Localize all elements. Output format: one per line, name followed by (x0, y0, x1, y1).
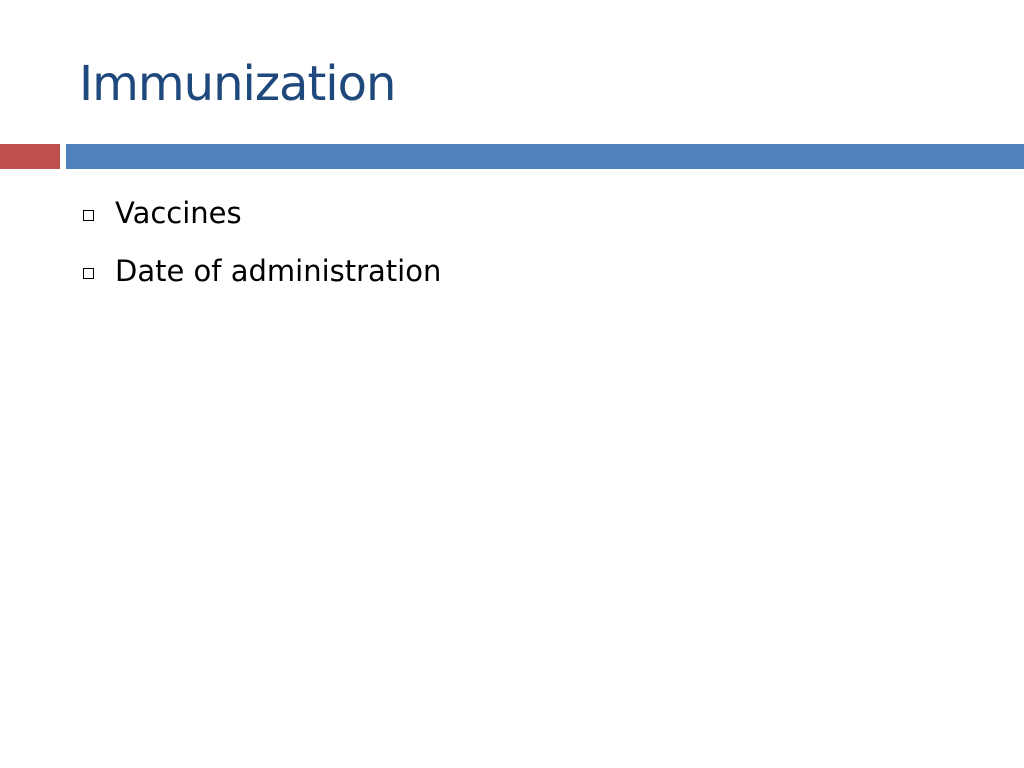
list-item (83, 192, 441, 234)
accent-bar-red (0, 144, 60, 169)
bullet-text: Date of administration (115, 254, 442, 288)
bullet-list (83, 192, 441, 308)
list-item (83, 250, 441, 292)
accent-bar-blue (66, 144, 1024, 169)
square-bullet-icon (83, 210, 94, 221)
bullet-text: Vaccines (115, 196, 242, 230)
square-bullet-icon (83, 268, 94, 279)
slide-title: Immunization (79, 56, 396, 112)
